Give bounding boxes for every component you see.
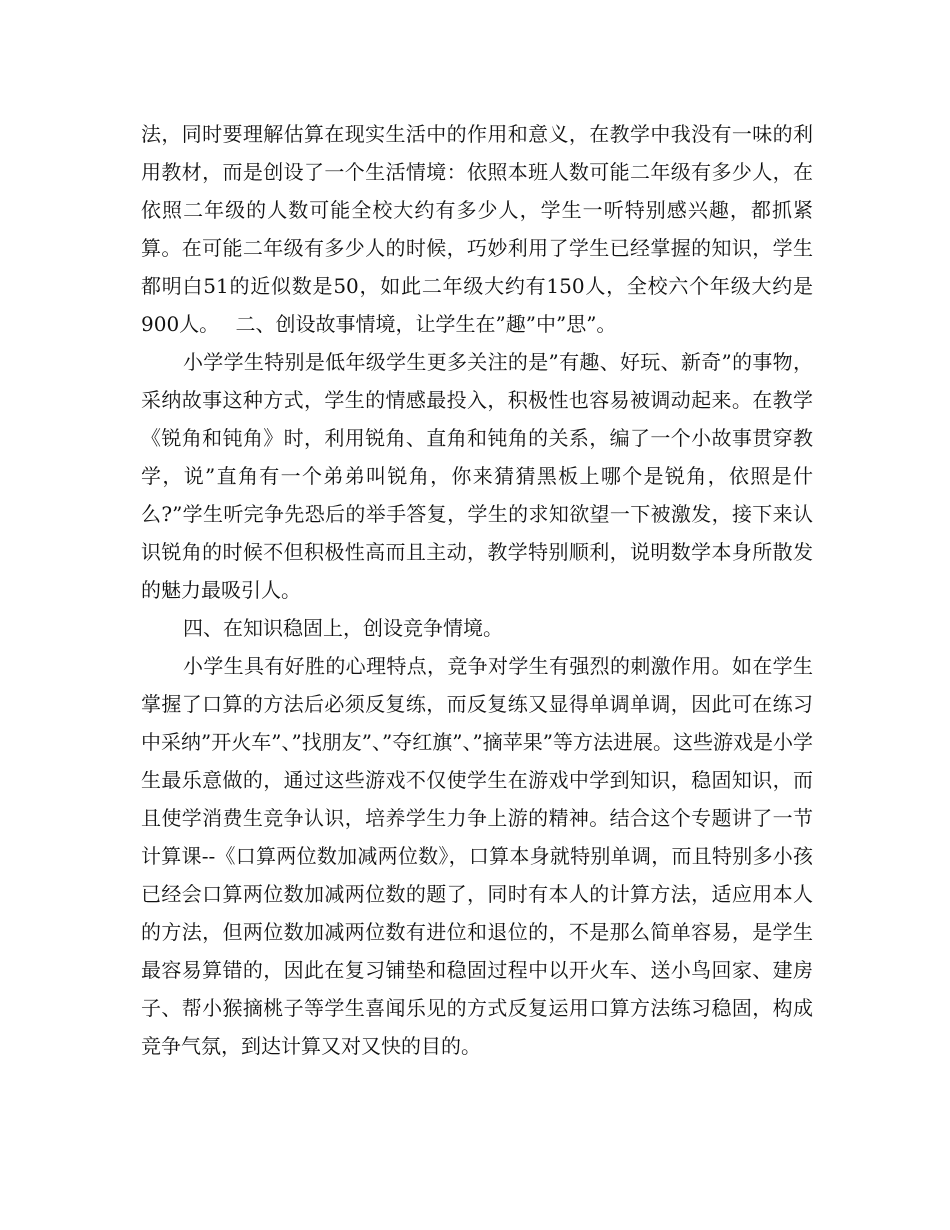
section-heading-competition: 四、在知识稳固上，创设竞争情境。	[183, 616, 503, 640]
paragraph-continuation: 法，同时要理解估算在现实生活中的作用和意义，在教学中我没有一味的利用教材，而是创设了一个生活情境：依照本班人数可能二年级有多少人，在依照二年级的人数可能全校大约有多少人，学生一听特别感兴趣，都抓紧算。在可能二年级有多少人的时候，巧妙利用了学生已经掌握的知识，学生都明白51的近似数是50，如此二年级大约有150人，全校六个年级大约是900人。 二、创设故事情境，让学生在”趣”中”思”。	[141, 122, 813, 336]
document-body	[141, 115, 813, 1065]
paragraph-competition: 小学生具有好胜的心理特点，竞争对学生有强烈的刺激作用。如在学生掌握了口算的方法后必须反复练，而反复练又显得单调单调，因此可在练习中采纳”开火车”、”找朋友”、”夺红旗”、”摘苹果”等方法进展。这些游戏是小学生最乐意做的，通过这些游戏不仅使学生在游戏中学到知识，稳固知识，而且使学消费生竞争认识，培养学生力争上游的精神。结合这个专题讲了一节计算课--《口算两位数加减两位数》，口算本身就特别单调，而且特别多小孩已经会口算两位数加减两位数的题了，同时有本人的计算方法，适应用本人的方法，但两位数加减两位数有进位和退位的，不是那么简单容易，是学生最容易算错的，因此在复习铺垫和稳固过程中以开火车、送小鸟回家、建房子、帮小猴摘桃子等学生喜闻乐见的方式反复运用口算方法练习稳固，构成竞争气氛，到达计算又对又快的目的。	[141, 654, 813, 1058]
paragraph-story-situation: 小学学生特别是低年级学生更多关注的是”有趣、好玩、新奇”的事物，采纳故事这种方式，学生的情感最投入，积极性也容易被调动起来。在教学《锐角和钝角》时，利用锐角、直角和钝角的关系，编了一个小故事贯穿教学，说”直角有一个弟弟叫锐角，你来猜猜黑板上哪个是锐角，依照是什么?”学生听完争先恐后的举手答复，学生的求知欲望一下被激发，接下来认识锐角的时候不但积极性高而且主动，教学特别顺利，说明数学本身所散发的魅力最吸引人。	[141, 350, 813, 602]
